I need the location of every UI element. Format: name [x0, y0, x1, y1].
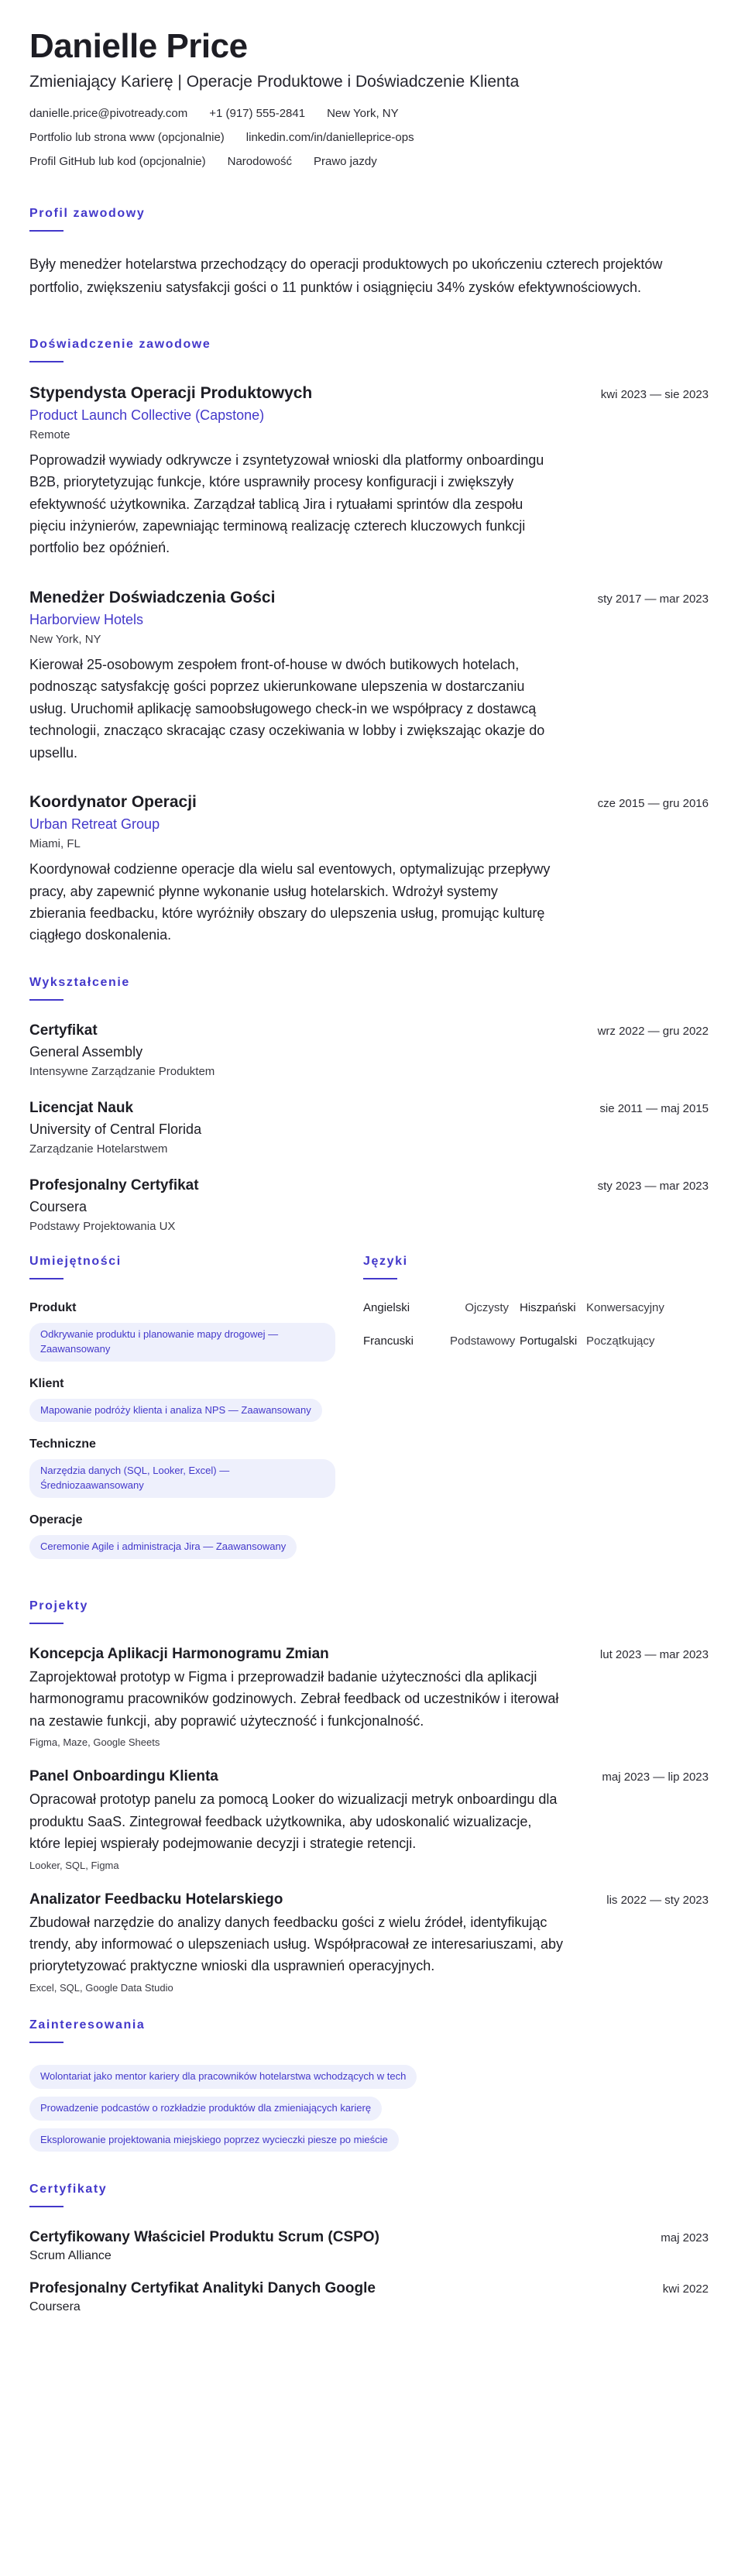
interest-pill: Prowadzenie podcastów o rozkładzie produktów dla zmieniających karierę: [29, 2097, 382, 2121]
languages-section: [363, 1255, 688, 1575]
skill-group-title: Produkt: [29, 1300, 77, 1314]
job-location: New York, NY: [29, 632, 101, 646]
project-tools: Figma, Maze, Google Sheets: [29, 1736, 160, 1749]
section-divider: [29, 999, 64, 1001]
section-title: Profil zawodowy: [29, 207, 146, 221]
skill-pill: Ceremonie Agile i administracja Jira — Zaawansowany: [29, 1535, 297, 1559]
education-school: General Assembly: [29, 1043, 143, 1060]
project-title: Analizator Feedbacku Hotelarskiego: [29, 1891, 283, 1908]
job-dates: cze 2015 — gru 2016: [597, 797, 709, 811]
project-entry: [29, 1646, 709, 1748]
section-title: Języki: [363, 1254, 408, 1268]
location: New York, NY: [327, 107, 399, 121]
certification-name: Profesjonalny Certyfikat Analityki Danych Google: [29, 2280, 376, 2297]
job-title: Koordynator Operacji: [29, 793, 197, 812]
education-dates: sie 2011 — maj 2015: [599, 1101, 709, 1115]
skill-pill: Odkrywanie produktu i planowanie mapy drogowej — Zaawansowany: [29, 1323, 335, 1362]
interests-list: [29, 2065, 709, 2152]
job-location: Remote: [29, 428, 70, 441]
section-divider: [29, 1623, 64, 1624]
language-name: Angielski: [363, 1300, 410, 1314]
education-entry: [29, 1177, 709, 1233]
github-link[interactable]: Profil GitHub lub kod (opcjonalnie): [29, 155, 206, 169]
resume-header: [29, 28, 709, 168]
education-school: Coursera: [29, 1198, 88, 1214]
profile-section: [29, 207, 709, 298]
certification-issuer: Coursera: [29, 2300, 81, 2314]
certification-date: maj 2023: [661, 2231, 709, 2245]
education-entry: [29, 1100, 709, 1156]
skill-group-title: Techniczne: [29, 1437, 96, 1451]
profile-summary: Były menedżer hotelarstwa przechodzący do operacji produktowych po ukończeniu czterech projektów portfolio, zwiększeniu satysfakcji gości o 11 punktów i osiągnięciu 34% zysków efektywnościowych.: [29, 256, 663, 295]
project-tools: Excel, SQL, Google Data Studio: [29, 1981, 173, 1994]
language-name: Hiszpański: [520, 1300, 576, 1314]
email-link[interactable]: danielle.price@pivotready.com: [29, 107, 188, 121]
portfolio-link[interactable]: Portfolio lub strona www (opcjonalnie): [29, 131, 225, 145]
linkedin-link[interactable]: linkedin.com/in/danielleprice-ops: [245, 131, 414, 145]
project-tools: Looker, SQL, Figma: [29, 1859, 119, 1871]
skill-group: [29, 1377, 335, 1423]
section-divider: [29, 2206, 64, 2207]
skill-pill: Narzędzia danych (SQL, Looker, Excel) — Średniozaawansowany: [29, 1459, 335, 1498]
skill-group: [29, 1301, 335, 1362]
driving-license: Prawo jazdy: [314, 155, 377, 169]
project-dates: lis 2022 — sty 2023: [606, 1893, 709, 1907]
education-dates: sty 2023 — mar 2023: [597, 1179, 709, 1193]
language-row: [363, 1301, 688, 1314]
education-field: Intensywne Zarządzanie Produktem: [29, 1064, 215, 1078]
education-dates: wrz 2022 — gru 2022: [597, 1024, 709, 1038]
job-description: Poprowadził wywiady odkrywcze i zsyntetyzował wnioski dla platformy onboardingu B2B, priorytetyzując funkcje, które usprawniły procesy konfiguracji i zwiększyły efektywność użytkownika. Zarządzał tablicą Jira i rytuałami sprintów dla zespołu pięciu inżynierów, zapewniając terminową realizację czterech kluczowych funkcji portfolio bez opóźnień.: [29, 452, 544, 556]
certifications-section: [29, 2183, 709, 2314]
education-degree: Profesjonalny Certyfikat: [29, 1176, 199, 1194]
section-title: Certyfikaty: [29, 2183, 108, 2196]
section-divider: [29, 2042, 64, 2043]
education-field: Podstawy Projektowania UX: [29, 1219, 176, 1233]
candidate-headline: Zmieniający Karierę | Operacje Produktowe i Doświadczenie Klienta: [29, 73, 520, 91]
contact-row-primary: [29, 107, 709, 120]
contact-row-extra: [29, 155, 709, 168]
project-description: Opracował prototyp panelu za pomocą Looker do wizualizacji metryk onboardingu dla produktu SaaS. Zintegrował feedback użytkownika, aby udoskonalić wizualizacje, które lepiej wspierały podejmowanie decyzji i strategie retencji.: [29, 1791, 558, 1852]
section-title: Doświadczenie zawodowe: [29, 337, 211, 351]
certification-name: Certyfikowany Właściciel Produktu Scrum (CSPO): [29, 2229, 379, 2246]
interest-pill: Wolontariat jako mentor kariery dla pracowników hotelarstwa wchodzących w tech: [29, 2065, 417, 2089]
language-name: Francuski: [363, 1334, 414, 1348]
phone-number[interactable]: +1 (917) 555-2841: [209, 107, 306, 121]
projects-section: [29, 1599, 709, 1994]
job-description: Koordynował codzienne operacje dla wielu sal eventowych, optymalizując przepływy pracy, aby zapewnić płynne wykonanie usług hotelarskich. Wdrożył systemy zbierania feedbacku, które wyróżniły obszary do ulepszenia usług, promując kulturę ciągłego doskonalenia.: [29, 861, 551, 943]
candidate-name: Danielle Price: [29, 27, 248, 65]
certification-entry: [29, 2280, 709, 2314]
job-dates: kwi 2023 — sie 2023: [600, 387, 709, 401]
education-entry: [29, 1022, 709, 1078]
skill-pill: Mapowanie podróży klienta i analiza NPS — Zaawansowany: [29, 1399, 322, 1423]
contact-info: [29, 107, 709, 168]
interest-pill: Eksplorowanie projektowania miejskiego poprzez wycieczki piesze po mieście: [29, 2128, 399, 2152]
section-divider: [29, 361, 64, 362]
section-divider: [29, 230, 64, 232]
project-dates: lut 2023 — mar 2023: [599, 1647, 709, 1661]
education-degree: Certyfikat: [29, 1022, 98, 1039]
project-entry: [29, 1891, 709, 1994]
language-name: Portugalski: [520, 1334, 578, 1348]
job-entry: [29, 793, 709, 946]
interests-section: [29, 2018, 709, 2152]
job-description: Kierował 25-osobowym zespołem front-of-house w dwóch butikowych hotelach, podnosząc satysfakcję gości poprzez ukierunkowane ulepszenia w dostarczaniu usług. Uruchomił aplikację samoobsługowego check-in we współpracy z dostawcą technologii, znacząco skracając czasy oczekiwania w lobby i zwiększając okazje do upsellu.: [29, 656, 545, 761]
nationality: Narodowość: [227, 155, 292, 169]
section-divider: [363, 1278, 397, 1279]
skill-group-title: Klient: [29, 1376, 64, 1390]
language-row: [363, 1334, 688, 1348]
job-title: Menedżer Doświadczenia Gości: [29, 588, 276, 606]
certification-date: kwi 2022: [662, 2282, 709, 2296]
education-degree: Licencjat Nauk: [29, 1099, 134, 1116]
contact-row-links: [29, 131, 709, 144]
job-company: Urban Retreat Group: [29, 816, 160, 833]
job-company: Product Launch Collective (Capstone): [29, 407, 265, 423]
language-level: Ojczysty: [465, 1300, 509, 1314]
section-title: Umiejętności: [29, 1254, 122, 1268]
education-section: [29, 976, 709, 1233]
skills-section: [29, 1255, 335, 1575]
job-company: Harborview Hotels: [29, 611, 144, 627]
certification-entry: [29, 2229, 709, 2263]
experience-section: [29, 338, 709, 946]
certification-issuer: Scrum Alliance: [29, 2249, 112, 2263]
skill-group-title: Operacje: [29, 1513, 83, 1527]
skill-group: [29, 1513, 335, 1559]
project-description: Zaprojektował prototyp w Figma i przeprowadził badanie użyteczności dla aplikacji harmonogramu pracowników godzinowych. Zebrał feedback od uczestników i iterował na zestawie funkcji, aby poprawić użyteczność i funkcjonalność.: [29, 1668, 559, 1729]
education-field: Zarządzanie Hotelarstwem: [29, 1142, 168, 1156]
project-title: Panel Onboardingu Klienta: [29, 1768, 218, 1785]
job-title: Stypendysta Operacji Produktowych: [29, 383, 313, 402]
project-title: Koncepcja Aplikacji Harmonogramu Zmian: [29, 1645, 329, 1662]
section-title: Projekty: [29, 1599, 88, 1613]
job-location: Miami, FL: [29, 837, 81, 851]
section-title: Wykształcenie: [29, 975, 130, 989]
language-level: Konwersacyjny: [586, 1300, 664, 1314]
project-dates: maj 2023 — lip 2023: [602, 1771, 709, 1784]
job-entry: [29, 589, 709, 764]
section-divider: [29, 1278, 64, 1279]
section-title: Zainteresowania: [29, 2018, 146, 2032]
language-level: Początkujący: [586, 1334, 655, 1348]
language-level: Podstawowy: [450, 1334, 516, 1348]
skills-languages-columns: [29, 1255, 709, 1575]
skill-group: [29, 1437, 335, 1498]
project-description: Zbudował narzędzie do analizy danych feedbacku gości z wielu źródeł, identyfikując trendy, aby informować o ulepszeniach usług. Współpracował ze interesariuszami, aby priorytetyzować praktyczne wnioski dla usprawnień operacyjnych.: [29, 1914, 563, 1974]
project-entry: [29, 1768, 709, 1870]
education-school: University of Central Florida: [29, 1121, 202, 1137]
job-dates: sty 2017 — mar 2023: [597, 592, 709, 606]
job-entry: [29, 384, 709, 559]
